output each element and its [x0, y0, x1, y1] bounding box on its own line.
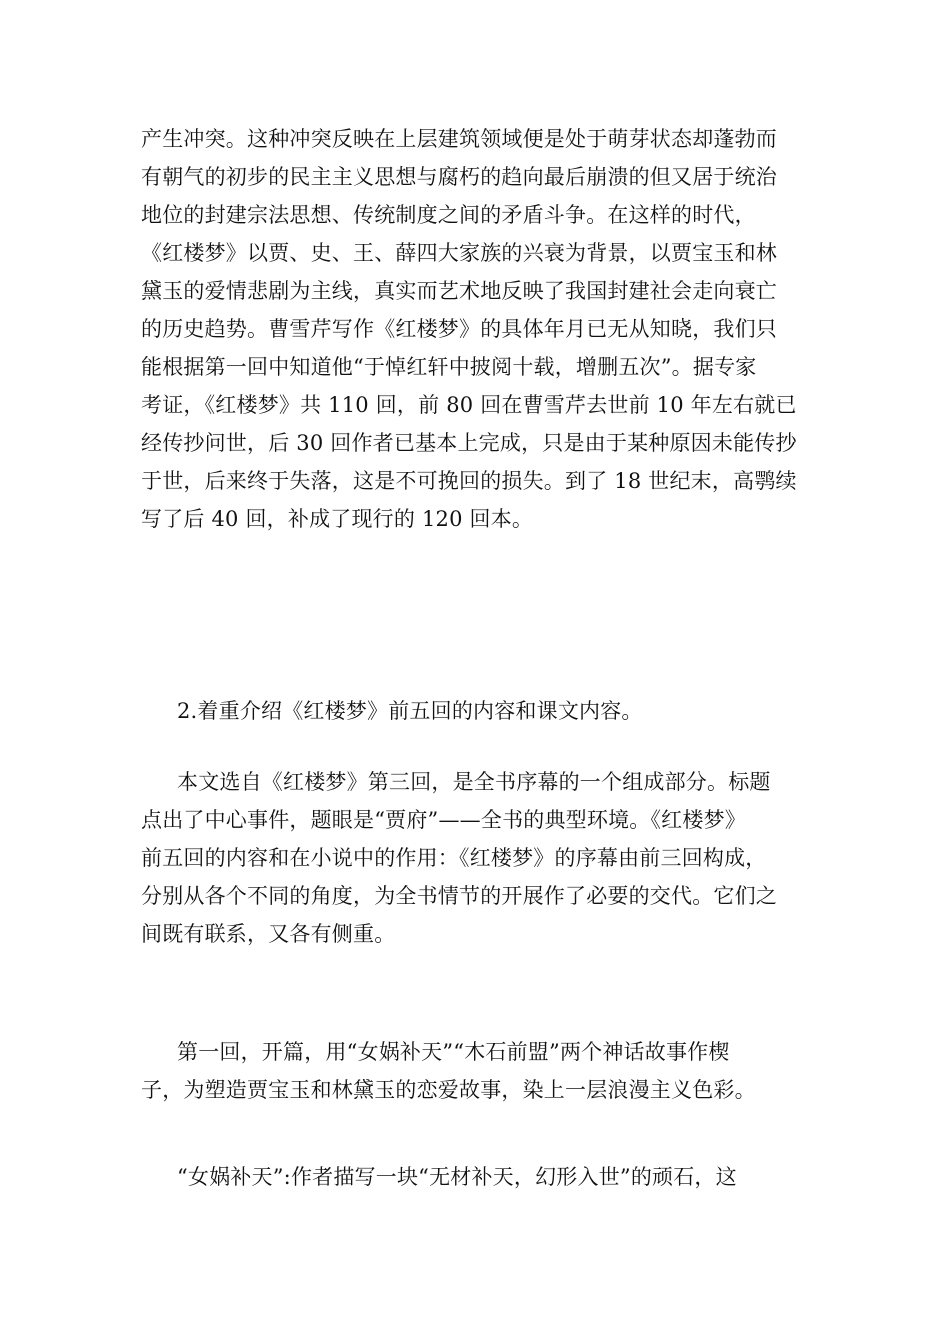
text-line: 产生冲突。这种冲突反映在上层建筑领域便是处于萌芽状态却蓬勃而: [141, 127, 777, 151]
text-line: 本文选自《红楼梦》第三回，是全书序幕的一个组成部分。标题: [177, 770, 771, 794]
paragraph-background: [141, 120, 831, 538]
text-line: 间既有联系，又各有侧重。: [141, 922, 396, 946]
paragraph-prologue: [141, 763, 831, 953]
text-line: 地位的封建宗法思想、传统制度之间的矛盾斗争。在这样的时代，: [141, 203, 756, 227]
text-line: 第一回，开篇，用“女娲补天”“木石前盟”两个神话故事作楔: [177, 1040, 730, 1064]
text-line: 《红楼梦》以贾、史、王、薛四大家族的兴衰为背景，以贾宝玉和林: [141, 241, 777, 265]
text-line: 能根据第一回中知道他“于悼红轩中披阅十载，增删五次”。据专家: [141, 355, 757, 379]
text-line: 写了后 40 回，补成了现行的 120 回本。: [141, 507, 534, 531]
text-line: “女娲补天”:作者描写一块“无材补天，幻形入世”的顽石，这: [177, 1165, 737, 1189]
text-line: 的历史趋势。曹雪芹写作《红楼梦》的具体年月已无从知晓，我们只: [141, 317, 777, 341]
text-line: 有朝气的初步的民主主义思想与腐朽的趋向最后崩溃的但又居于统治: [141, 165, 777, 189]
text-line: 于世，后来终于失落，这是不可挽回的损失。到了 18 世纪末，高鹗续: [141, 469, 797, 493]
paragraph-chapter-one: [141, 1033, 831, 1109]
text-line: 子，为塑造贾宝玉和林黛玉的恋爱故事，染上一层浪漫主义色彩。: [141, 1078, 756, 1102]
text-line: 前五回的内容和在小说中的作用：《红楼梦》的序幕由前三回构成，: [141, 846, 767, 870]
text-line: 点出了中心事件，题眼是“贾府”——全书的典型环境。《红楼梦》: [141, 808, 746, 832]
paragraph-nuwa: [141, 1158, 831, 1196]
text-line: 黛玉的爱情悲剧为主线，真实而艺术地反映了我国封建社会走向衰亡: [141, 279, 777, 303]
section-heading: 2.着重介绍《红楼梦》前五回的内容和课文内容。: [177, 699, 643, 723]
text-line: 经传抄问世，后 30 回作者已基本上完成，只是由于某种原因未能传抄: [141, 431, 797, 455]
section-heading-2: [141, 692, 831, 730]
text-line: 分别从各个不同的角度，为全书情节的开展作了必要的交代。它们之: [141, 884, 777, 908]
text-line: 考证，《红楼梦》共 110 回，前 80 回在曹雪芹去世前 10 年左右就已: [141, 393, 797, 417]
